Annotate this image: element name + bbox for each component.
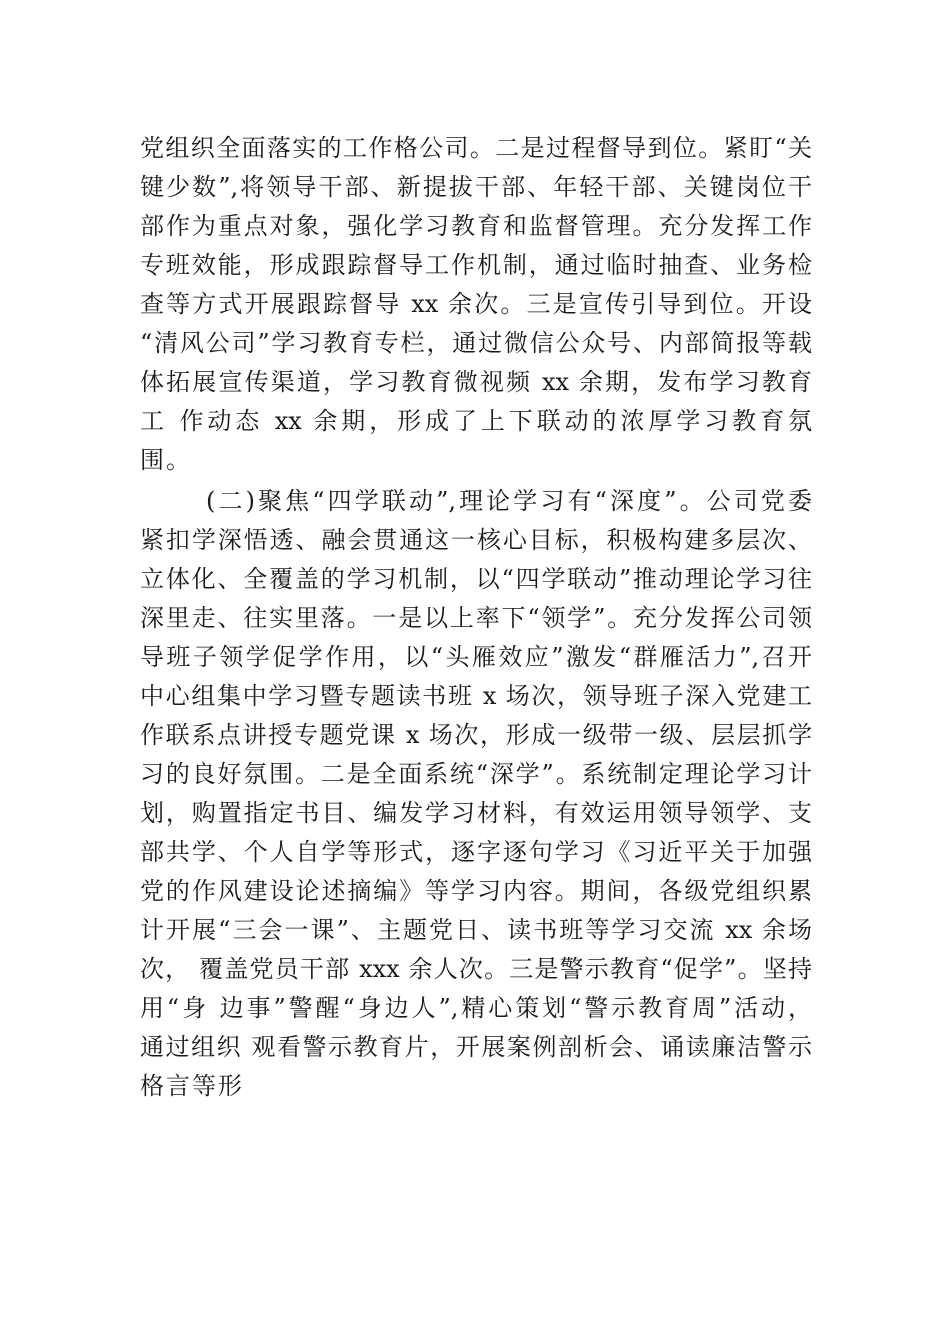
paragraph-2-line-12: 计开展“三会一课”、主题党日、读书班等学习交流 xx 余场	[140, 916, 812, 944]
paragraph-2-line-15: 通过组织 观看警示教育片，开展案例剖析会、诵读廉洁警示	[140, 1033, 812, 1061]
paragraph-2-line-13: 次， 覆盖党员干部 xxx 余人次。三是警示教育“促学”。坚持	[140, 955, 812, 983]
paragraph-1-line-7: 体拓展宣传渠道，学习教育微视频 xx 余期，发布学习教育	[140, 368, 812, 396]
paragraph-2-line-4: 深里走、往实里落。一是以上率下“领学”。充分发挥公司领	[140, 604, 812, 632]
paragraph-2-line-7: 作联系点讲授专题党课 x 场次，形成一级带一级、层层抓学	[140, 721, 812, 749]
paragraph-2-line-14: 用“身 边事”警醒“身边人”,精心策划“警示教育周”活动，	[140, 994, 812, 1022]
paragraph-2-line-10: 部共学、个人自学等形式，逐字逐句学习《习近平关于加强	[140, 838, 812, 866]
paragraph-2-line-3: 立体化、全覆盖的学习机制，以“四学联动”推动理论学习往	[140, 565, 812, 593]
paragraph-2-line-1: (二)聚焦“四学联动”,理论学习有“深度”。公司党委	[206, 487, 812, 515]
paragraph-1-line-4: 专班效能，形成跟踪督导工作机制，通过临时抽查、业务检	[140, 251, 812, 279]
paragraph-1-line-9: 围。	[140, 446, 192, 474]
paragraph-2-line-2: 紧扣学深悟透、融会贯通这一核心目标，积极构建多层次、	[140, 526, 812, 554]
paragraph-1-line-3: 部作为重点对象，强化学习教育和监督管理。充分发挥工作	[140, 212, 812, 240]
paragraph-2-line-8: 习的良好氛围。二是全面系统“深学”。系统制定理论学习计	[140, 760, 812, 788]
paragraph-2-line-16: 格言等形	[140, 1072, 244, 1100]
paragraph-2-line-6: 中心组集中学习暨专题读书班 x 场次，领导班子深入党建工	[140, 682, 812, 710]
paragraph-2-line-9: 划，购置指定书目、编发学习材料，有效运用领导领学、支	[140, 799, 812, 827]
paragraph-1-line-1: 党组织全面落实的工作格公司。二是过程督导到位。紧盯“关	[140, 134, 812, 162]
paragraph-1-line-5: 查等方式开展跟踪督导 xx 余次。三是宣传引导到位。开设	[140, 290, 812, 318]
paragraph-1-line-8: 工 作动态 xx 余期，形成了上下联动的浓厚学习教育氛	[140, 407, 812, 435]
paragraph-1-line-2: 键少数”,将领导干部、新提拔干部、年轻干部、关键岗位干	[140, 173, 812, 201]
paragraph-2-line-5: 导班子领学促学作用，以“头雁效应”激发“群雁活力”,召开	[140, 643, 812, 671]
paragraph-1-line-6: “清风公司”学习教育专栏，通过微信公众号、内部简报等载	[140, 329, 812, 357]
paragraph-2-line-11: 党的作风建设论述摘编》等学习内容。期间，各级党组织累	[140, 877, 812, 905]
